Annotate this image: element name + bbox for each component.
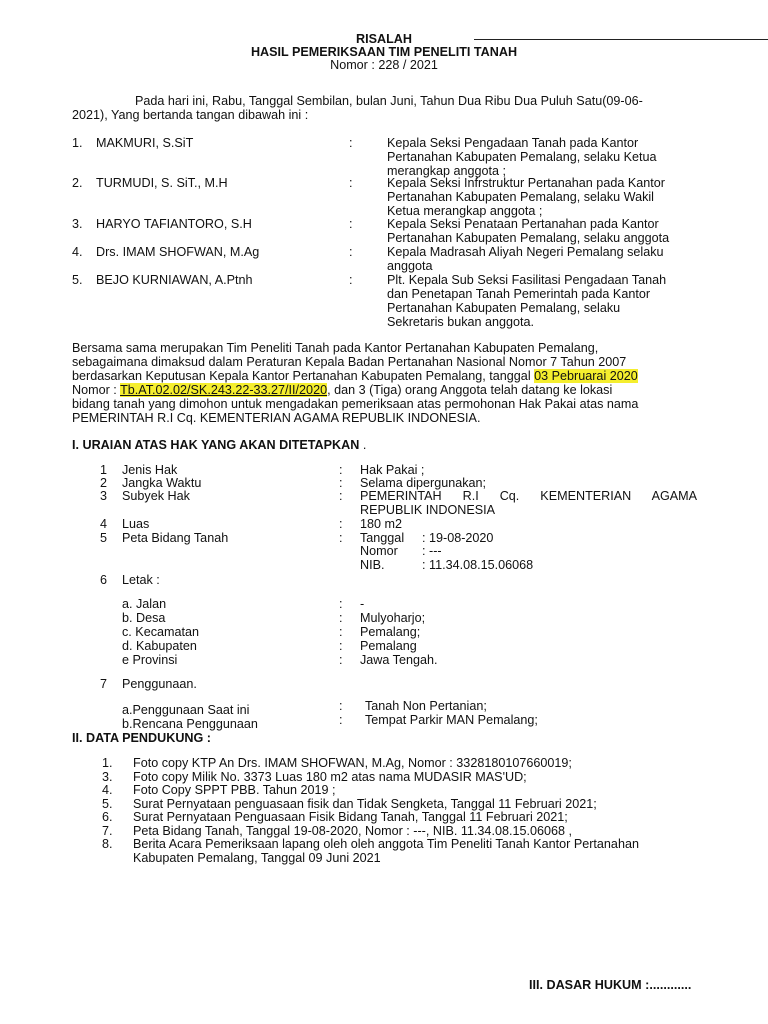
peta-tanggal-label: Tanggal [360,531,405,545]
item-sep: : [339,476,343,490]
letak-value: Pemalang; [360,625,421,639]
penggunaan-sep: : [339,699,343,713]
letak-label: e Provinsi [122,653,178,667]
letak-sep: : [339,625,343,639]
peta-tanggal-value: : 19-08-2020 [422,531,494,545]
item-value: 180 m2 [360,517,403,531]
letak-label: a. Jalan [122,597,167,611]
peta-nomor-value: : --- [422,544,442,558]
member-name: MAKMURI, S.SiT [96,136,194,150]
penggunaan-value: Tempat Parkir MAN Pemalang; [365,713,538,727]
list-item-no: 8. [102,837,113,851]
letak-sep: : [339,653,343,667]
list-item: Surat Pernyataan Penguasaan Fisik Bidang Tanah, Tanggal 11 Februari 2021; [133,810,568,824]
member-name: BEJO KURNIAWAN, A.Ptnh [96,273,253,287]
letak-sep: : [339,639,343,653]
letak-label: d. Kabupaten [122,639,197,653]
doc-number: Nomor : 228 / 2021 [330,58,438,72]
item-no: 6 [100,573,108,587]
member-sep: : [349,136,353,150]
letak-value: Jawa Tengah. [360,653,438,667]
penggunaan-label: b.Rencana Penggunaan [122,717,258,731]
list-item: Surat Pernyataan penguasaan fisik dan Tidak Sengketa, Tanggal 11 Februari 2021; [133,797,597,811]
peta-nib-value: : 11.34.08.15.06068 [422,558,534,572]
section-2-title: II. DATA PENDUKUNG : [72,731,211,745]
decree-number: Tb.AT.02.02/SK.243.22-33.27/II/2020 [120,383,328,397]
item-label: Letak : [122,573,160,587]
list-item-no: 4. [102,783,113,797]
member-name: Drs. IMAM SHOFWAN, M.Ag [96,245,260,259]
item-label: Luas [122,517,150,531]
team-paragraph: Bersama sama merupakan Tim Peneliti Tanah pada Kantor Pertanahan Kabupaten Pemalang, sebagaimana dimaksud dalam Peraturan Kepala Badan Pertanahan Nasional Nomor 7 Tahun 2007 berdasarkan Keputusan Kepala Kantor Pertanahan Kabupaten Pemalang, tanggal 03 Pebruarai 2020 Nomor : Tb.AT.02.02/SK.243.22-33.27/II/2020, dan 3 (Tiga) orang Anggota telah datang ke lokasi bidang tanah yang dimohon untuk mengadakan pemeriksaan atas permohonan Hak Pakai atas nama PEMERINTAH R.I Cq. KEMENTERIAN AGAMA REPUBLIK INDONESIA. [72,341,639,425]
list-item-no: 1. [102,756,113,770]
item-no: 2 [100,476,108,490]
member-sep: : [349,217,353,231]
letak-value: Pemalang [360,639,417,653]
member-sep: : [349,176,353,190]
section-3-title: III. DASAR HUKUM :............ [529,978,692,992]
peta-nomor-label: Nomor [360,544,398,558]
item-label: Jangka Waktu [122,476,202,490]
item-label: Penggunaan. [122,677,197,691]
member-no: 4. [72,245,83,259]
member-sep: : [349,273,353,287]
doc-title: RISALAH [356,32,412,46]
member-name: HARYO TAFIANTORO, S.H [96,217,252,231]
penggunaan-value: Tanah Non Pertanian; [365,699,487,713]
letak-label: c. Kecamatan [122,625,200,639]
list-item: Foto copy Milik No. 3373 Luas 180 m2 atas nama MUDASIR MAS'UD; [133,770,527,784]
member-role: Plt. Kepala Sub Seksi Fasilitasi Pengadaan Tanah dan Penetapan Tanah Pemerintah pada Kantor Pertanahan Kabupaten Pemalang, selaku Sekretaris bukan anggota. [387,273,667,329]
item-no: 5 [100,531,108,545]
intro-line-2: 2021), Yang bertanda tangan dibawah ini : [72,108,309,122]
item-no: 1 [100,463,108,477]
penggunaan-label: a.Penggunaan Saat ini [122,703,250,717]
member-no: 3. [72,217,83,231]
list-item: Peta Bidang Tanah, Tanggal 19-08-2020, Nomor : ---, NIB. 11.34.08.15.06068 , [133,824,572,838]
item-sep: : [339,531,343,545]
list-item: Foto copy KTP An Drs. IMAM SHOFWAN, M.Ag, Nomor : 3328180107660019; [133,756,572,770]
penggunaan-sep: : [339,713,343,727]
letak-label: b. Desa [122,611,166,625]
item-value: Selama dipergunakan; [360,476,487,490]
item-label: Subyek Hak [122,489,190,503]
member-role: Kepala Madrasah Aliyah Negeri Pemalang selaku anggota [387,245,664,273]
member-sep: : [349,245,353,259]
list-item-no: 6. [102,810,113,824]
item-sep: : [339,463,343,477]
letak-sep: : [339,597,343,611]
peta-nib-label: NIB. [360,558,385,572]
member-role: Kepala Seksi Pengadaan Tanah pada Kantor Pertanahan Kabupaten Pemalang, selaku Ketua merangkap anggota ; [387,136,657,178]
list-item-no: 3. [102,770,113,784]
member-role: Kepala Seksi Penataan Pertanahan pada Kantor Pertanahan Kabupaten Pemalang, selaku anggota [387,217,670,245]
member-no: 5. [72,273,83,287]
item-value: Hak Pakai ; [360,463,425,477]
list-item: Foto Copy SPPT PBB. Tahun 2019 ; [133,783,336,797]
item-label: Jenis Hak [122,463,178,477]
list-item-no: 5. [102,797,113,811]
doc-subtitle: HASIL PEMERIKSAAN TIM PENELITI TANAH [250,45,518,59]
section-1-title: I. URAIAN ATAS HAK YANG AKAN DITETAPKAN . [72,438,367,452]
item-label: Peta Bidang Tanah [122,531,229,545]
letak-sep: : [339,611,343,625]
item-value: PEMERINTAH R.I Cq. KEMENTERIAN AGAMA REPUBLIK INDONESIA [360,489,698,517]
member-no: 1. [72,136,83,150]
member-name: TURMUDI, S. SiT., M.H [96,176,228,190]
item-sep: : [339,489,343,503]
decree-date: 03 Pebruarai 2020 [534,369,638,383]
member-no: 2. [72,176,83,190]
list-item: Berita Acara Pemeriksaan lapang oleh oleh anggota Tim Peneliti Tanah Kantor Pertanahan Kabupaten Pemalang, Tanggal 09 Juni 2021 [133,837,639,865]
item-sep: : [339,517,343,531]
item-no: 4 [100,517,108,531]
list-item-no: 7. [102,824,113,838]
member-role: Kepala Seksi Infrstruktur Pertanahan pada Kantor Pertanahan Kabupaten Pemalang, selaku Wakil Ketua merangkap anggota ; [387,176,665,218]
item-no: 3 [100,489,108,503]
letak-value: - [360,597,365,611]
item-no: 7 [100,677,108,691]
intro-line-1: Pada hari ini, Rabu, Tanggal Sembilan, bulan Juni, Tahun Dua Ribu Dua Puluh Satu(09-06- [135,94,643,108]
letak-value: Mulyoharjo; [360,611,426,625]
